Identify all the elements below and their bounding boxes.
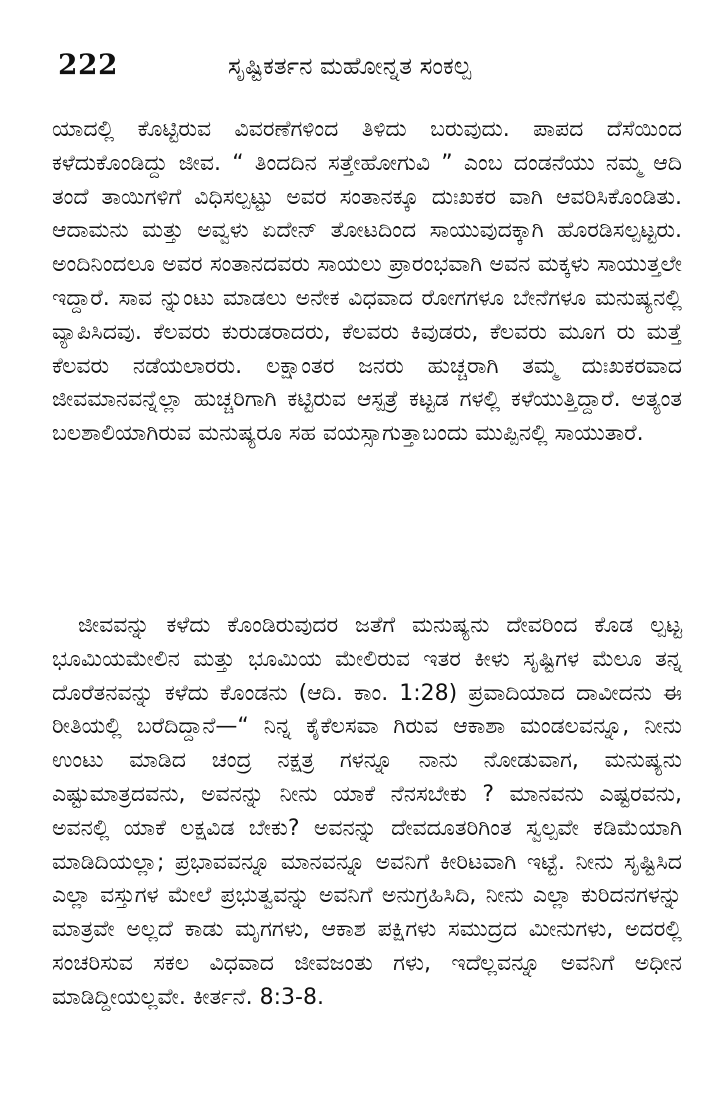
paragraph-2: ಜೀವವನ್ನು ಕಳೆದು ಕೊಂಡಿರುವುದರ ಜತೆಗೆ ಮನುಷ್ಯನು ದೇವರಿಂದ ಕೊಡ ಲ್ಪಟ್ಟ ಭೂಮಿಯಮೇಲಿನ ಮತ್ತು ಭೂಮಿಯ ಮೇಲಿರುವ ಇತರ ಕೀಳು ಸೃಷ್ಟಿಗಳ ಮೆಲೂ ತನ್ನ ದೊರೆತನವನ್ನು ಕಳೆದು ಕೊಂಡನು (ಆದಿ. ಕಾಂ. 1:28) ಪ್ರವಾದಿಯಾದ ದಾವೀದನು ಈ ರೀತಿಯಲ್ಲಿ ಬರೆದಿದ್ದಾನೆ—“ ನಿನ್ನ ಕೈಕೆಲಸವಾ ಗಿರುವ ಆಕಾಶಾ ಮಂಡಲವನ್ನೂ, ನೀನು ಉಂಟು ಮಾಡಿದ ಚಂದ್ರ ನಕ್ಷತ್ರ ಗಳನ್ನೂ ನಾನು ನೋಡುವಾಗ, ಮನುಷ್ಯನು ಎಷ್ಟುಮಾತ್ರದವನು, ಅವನನ್ನು ನೀನು ಯಾಕೆ ನೆನಸಬೇಕು ? ಮಾನವನು ಎಷ್ಟರವನು, ಅವನಲ್ಲಿ ಯಾಕೆ ಲಕ್ಷವಿಡ ಬೇಕು? ಅವನನ್ನು ದೇವದೂತರಿಗಿಂತ ಸ್ವಲ್ಪವೇ ಕಡಿಮೆಯಾಗಿ ಮಾಡಿದಿಯಲ್ಲಾ; ಪ್ರಭಾವವನ್ನೂ ಮಾನವನ್ನೂ ಅವನಿಗೆ ಕೀರಿಟವಾಗಿ ಇಟ್ಟೆ. ನೀನು ಸೃಷ್ಟಿಸಿದ ಎಲ್ಲಾ ವಸ್ತುಗಳ ಮೇಲೆ ಪ್ರಭುತ್ವವನ್ನು ಅವನಿಗೆ ಅನುಗ್ರಹಿಸಿದಿ, ನೀನು ಎಲ್ಲಾ ಕುರಿದನಗಳನ್ನು ಮಾತ್ರವೇ ಅಲ್ಲದೆ ಕಾಡು ಮೃಗಗಳು, ಆಕಾಶ ಪಕ್ಷಿಗಳು ಸಮುದ್ರದ ಮೀನುಗಳು, ಅದರಲ್ಲಿ ಸಂಚರಿಸುವ ಸಕಲ ವಿಧವಾದ ಜೀವಜಂತು ಗಳು, ಇದೆಲ್ಲವನ್ನೂ ಅವನಿಗೆ ಅಧೀನ ಮಾಡಿದ್ದೀಯಲ್ಲವೇ. ಕೀರ್ತನೆ. 8:3-8. (52, 613, 682, 1010)
page-number: 222 (58, 48, 118, 81)
paragraph-1: ಯಾದಲ್ಲಿ ಕೊಟ್ಟಿರುವ ವಿವರಣೆಗಳಿಂದ ತಿಳಿದು ಬರುವುದು. ಪಾಪದ ದೆಸೆಯಿಂದ ಕಳೆದುಕೊಂಡಿದ್ದು ಜೀವ. “ ತಿಂದದಿನ ಸತ್ತೇಹೋಗುವಿ ” ಎಂಬ ದಂಡನೆಯು ನಮ್ಮ ಆದಿ ತಂದೆ ತಾಯಿಗಳಿಗೆ ವಿಧಿಸಲ್ಪಟ್ಟು ಅವರ ಸಂತಾನಕ್ಕೂ ದುಃಖಕರ ವಾಗಿ ಆವರಿಸಿಕೊಂಡಿತು. ಆದಾಮನು ಮತ್ತು ಅವ್ವಳು ಏದೇನ್ ತೋಟದಿಂದ ಸಾಯುವುದಕ್ಕಾಗಿ ಹೊರಡಿಸಲ್ಪಟ್ಟರು. ಅಂದಿನಿಂದಲೂ ಅವರ ಸಂತಾನದವರು ಸಾಯಲು ಪ್ರಾರಂಭವಾಗಿ ಅವನ ಮಕ್ಕಳು ಸಾಯುತ್ತಲೇ ಇದ್ದಾರೆ. ಸಾವ ನ್ನುಂಟು ಮಾಡಲು ಅನೇಕ ವಿಧವಾದ ರೋಗಗಳೂ ಬೇನೆಗಳೂ ಮನುಷ್ಯನಲ್ಲಿ ವ್ಯಾಪಿಸಿದವು. ಕೆಲವರು ಕುರುಡರಾದರು, ಕೆಲವರು ಕಿವುಡರು, ಕೆಲವರು ಮೂಗ ರು ಮತ್ತೆ ಕೆಲವರು ನಡೆಯಲಾರರು. ಲಕ್ಷಾಂತರ ಜನರು ಹುಚ್ಚರಾಗಿ ತಮ್ಮ ದುಃಖಕರವಾದ ಜೀವಮಾನವನ್ನೆಲ್ಲಾ ಹುಚ್ಚರಿಗಾಗಿ ಕಟ್ಟಿರುವ ಆಸ್ಪತ್ರೆ ಕಟ್ಟಡ ಗಳಲ್ಲಿ ಕಳೆಯುತ್ತಿದ್ದಾರೆ. ಅತ್ಯಂತ ಬಲಶಾಲಿಯಾಗಿರುವ ಮನುಷ್ಯರೂ ಸಹ ವಯಸ್ಸಾಗುತ್ತಾಬಂದು ಮುಪ್ಪಿನಲ್ಲಿ ಸಾಯುತಾರೆ. (52, 117, 682, 447)
body-text (52, 113, 682, 451)
running-title: ಸೃಷ್ಟಿಕರ್ತನ ಮಹೋನ್ನತ ಸಂಕಲ್ಪ (228, 52, 472, 80)
page-header (40, 40, 680, 100)
